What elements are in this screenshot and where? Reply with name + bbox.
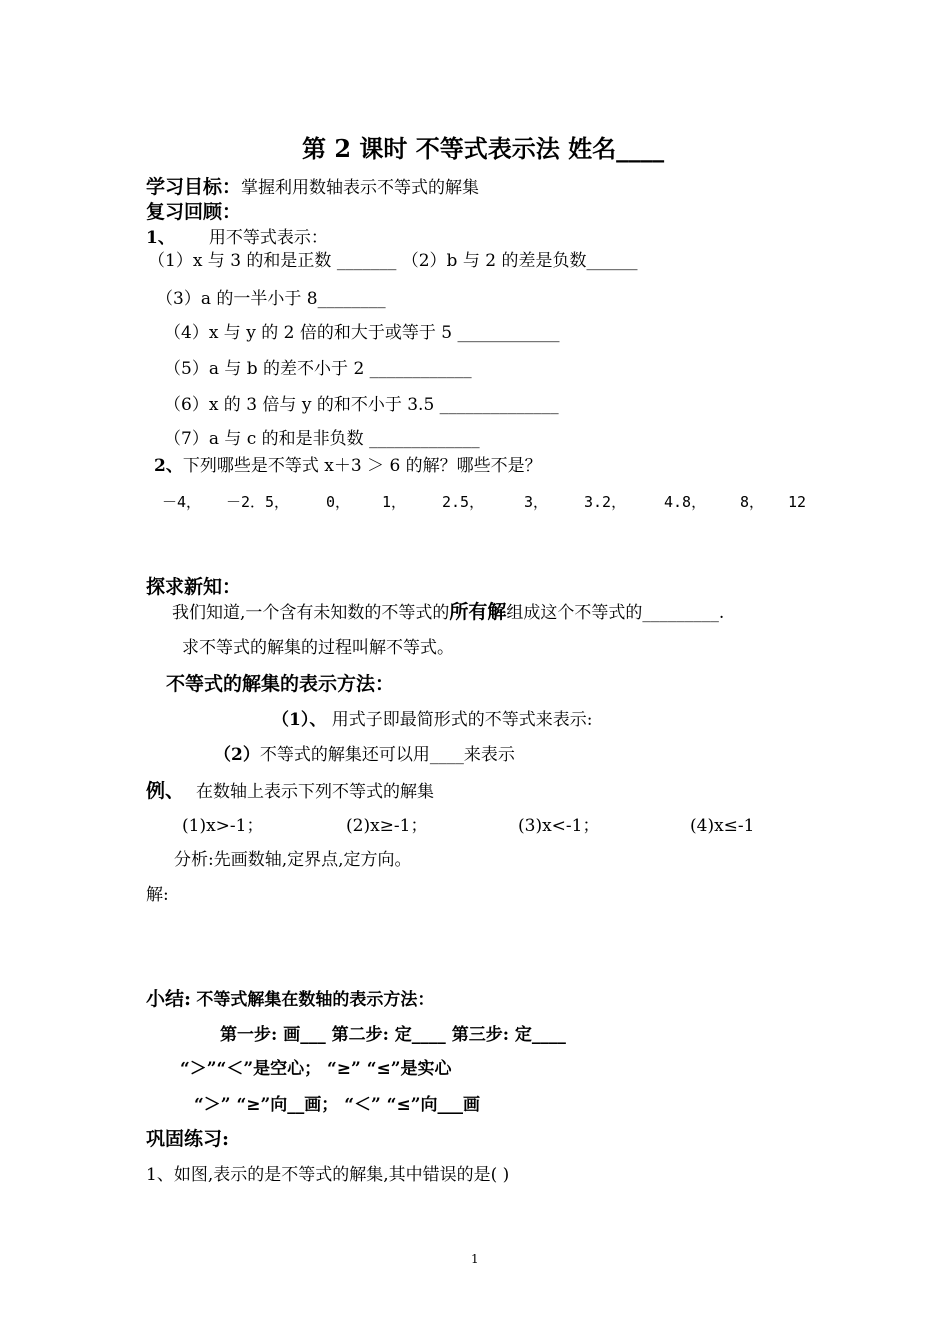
explore-text-a: 我们知道,一个含有未知数的不等式的	[172, 603, 450, 623]
value-item: 8，	[740, 493, 765, 511]
example-text: 在数轴上表示下列不等式的解集	[196, 782, 435, 802]
value-item: －2．5，	[226, 493, 290, 511]
method-2-text: 不等式的解集还可以用____来表示	[259, 745, 515, 765]
methods-heading: 不等式的解集的表示方法：	[166, 673, 395, 695]
example-label: 例、	[146, 780, 185, 802]
explore-text-b: 组成这个不等式的_________.	[506, 603, 725, 623]
example-line	[146, 780, 434, 803]
value-item: 4.8，	[664, 493, 707, 511]
question-1-text: 用不等式表示：	[208, 228, 328, 248]
question-2-text: 下列哪些是不等式 x＋3 ＞ 6 的解？哪些不是？	[182, 456, 542, 476]
q1-item-5: （5）a 与 b 的差不小于 2 ____________	[164, 359, 472, 379]
q1-item-3: （3）a 的一半小于 8________	[156, 289, 386, 309]
value-item: －4，	[162, 493, 202, 511]
practice-heading: 巩固练习:	[146, 1128, 230, 1150]
example-item: (4)x≤-1	[690, 816, 755, 836]
explore-paragraph-2: 求不等式的解集的过程叫解不等式。	[182, 638, 454, 658]
analysis-text: 分析:先画数轴,定界点,定方向。	[174, 850, 412, 870]
method-2	[214, 744, 515, 766]
summary-label: 小结:	[146, 988, 192, 1010]
page-title: 第 2 课时 不等式表示法 姓名____	[302, 134, 665, 163]
example-item: (3)x<-1；	[518, 816, 600, 836]
example-item: (1)x>-1；	[182, 816, 264, 836]
page-number: 1	[471, 1252, 479, 1266]
summary-rule-2: “＞” “≥”向__画； “＜” “≤”向___画	[194, 1095, 480, 1115]
candidate-values	[162, 491, 806, 513]
summary-rule-1: “＞”“＜”是空心； “≥” “≤”是实心	[180, 1059, 452, 1079]
value-item: 3.2，	[584, 493, 627, 511]
explore-heading: 探求新知：	[146, 576, 242, 598]
value-item: 2.5，	[442, 493, 485, 511]
q1-item-7: （7）a 与 c 的和是非负数 _____________	[164, 429, 480, 449]
method-1	[272, 709, 592, 731]
q1-item-4: （4）x 与 y 的 2 倍的和大于或等于 5 ____________	[164, 323, 560, 343]
solution-label: 解:	[146, 885, 169, 905]
summary-line	[146, 988, 434, 1011]
value-item: 0，	[326, 493, 351, 511]
objective-line	[146, 176, 479, 199]
review-heading: 复习回顾：	[146, 201, 242, 223]
question-2	[154, 455, 542, 477]
question-1	[146, 227, 328, 249]
q1-item-1: （1）x 与 3 的和是正数 _______ （2）b 与 2 的差是负数______	[148, 251, 638, 271]
method-2-number: （2）	[214, 745, 260, 765]
value-item: 1，	[382, 493, 407, 511]
example-items	[182, 815, 754, 837]
summary-steps: 第一步: 画___ 第二步: 定____ 第三步: 定____	[220, 1025, 566, 1045]
value-item: 3，	[524, 493, 549, 511]
method-1-text: 用式子即最简形式的不等式来表示:	[331, 710, 593, 730]
summary-text: 不等式解集在数轴的表示方法：	[196, 990, 435, 1010]
objective-text: 掌握利用数轴表示不等式的解集	[241, 178, 480, 198]
q1-item-6: （6）x 的 3 倍与 y 的和不小于 3.5 ______________	[164, 395, 559, 415]
explore-paragraph-1	[172, 601, 724, 624]
question-1-number: 1、	[146, 228, 175, 248]
question-2-number: 2、	[154, 456, 183, 476]
practice-question-1: 1、如图,表示的是不等式的解集,其中错误的是( )	[146, 1165, 510, 1185]
value-item: 12	[788, 493, 807, 511]
method-1-number: （1）、	[272, 710, 327, 730]
example-item: (2)x≥-1；	[346, 816, 428, 836]
objective-label: 学习目标：	[146, 176, 242, 198]
explore-bold-text: 所有解	[449, 601, 507, 623]
